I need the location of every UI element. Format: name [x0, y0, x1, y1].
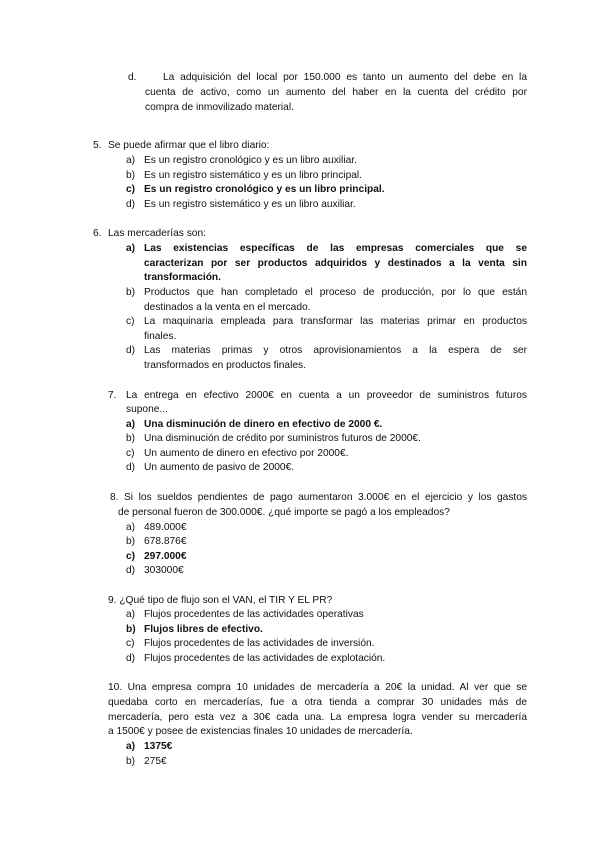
correct-answer-text: 297.000€	[144, 551, 187, 562]
option-text: Un aumento de pasivo de 2000€.	[144, 462, 295, 473]
question-text-line: quedaba corto en mercaderías, fue a otra tienda a comprar 30 unidades más de	[108, 697, 527, 708]
option-label: a)	[126, 155, 136, 166]
option-text: Flujos procedentes de las actividades de inversión.	[144, 638, 375, 649]
correct-answer-text: Flujos libres de efectivo.	[144, 624, 263, 635]
option-label: d.	[128, 72, 137, 83]
option-label: b)	[126, 287, 136, 298]
option-text-line: Productos que han completado el proceso de producción, por lo que están	[144, 287, 527, 298]
correct-answer-text: Es un registro cronológico y es un libro principal.	[144, 184, 385, 195]
option-text-line: La maquinaria empleada para transformar las materias primar en productos	[144, 316, 527, 327]
option-label: b)	[126, 624, 136, 635]
question-text-line: mercadería, pero esta vez a 30€ cada una. La empresa logra vender su mercadería	[108, 712, 527, 723]
option-text: 303000€	[144, 565, 184, 576]
option-text: 275€	[144, 756, 167, 767]
option-text-line: Las materias primas y otros aprovisionamientos a la espera de ser	[144, 345, 527, 356]
option-label: d)	[126, 565, 136, 576]
correct-answer-text: caracterizan por ser productos adquiridos y destinados a la venta sin	[144, 258, 527, 269]
question-number: 7.	[108, 390, 117, 401]
question-text: 9. ¿Qué tipo de flujo son el VAN, el TIR Y EL PR?	[108, 595, 333, 606]
option-text: Una disminución de crédito por suministros futuros de 2000€.	[144, 433, 421, 444]
option-text: Es un registro sistemático y es un libro principal.	[144, 170, 362, 181]
option-label: c)	[126, 184, 136, 195]
option-label: d)	[126, 345, 136, 356]
correct-answer-text: 1375€	[144, 741, 173, 752]
option-text-line: cuenta de activo, como un aumento del haber en la cuenta del crédito por	[145, 87, 527, 98]
option-label: d)	[126, 199, 136, 210]
option-text: Flujos procedentes de las actividades de explotación.	[144, 653, 386, 664]
option-text: Flujos procedentes de las actividades operativas	[144, 609, 364, 620]
question-text-line: de personal fueron de 300.000€. ¿qué importe se pagó a los empleados?	[118, 507, 450, 518]
question-text-line: 10. Una empresa compra 10 unidades de mercadería a 20€ la unidad. Al ver que se	[108, 682, 527, 693]
option-label: b)	[126, 756, 136, 767]
option-text-line: La adquisición del local por 150.000 es tanto un aumento del debe en la	[163, 72, 527, 83]
option-text: Es un registro sistemático y es un libro auxiliar.	[144, 199, 356, 210]
option-label: c)	[126, 638, 135, 649]
option-label: a)	[126, 609, 136, 620]
option-label: b)	[126, 170, 136, 181]
option-text: Es un registro cronológico y es un libro auxiliar.	[144, 155, 357, 166]
question-number: 5.	[93, 140, 102, 151]
question-text-line: a 1500€ y posee de existencias finales 10 unidades de mercadería.	[108, 726, 413, 737]
option-label: a)	[126, 243, 136, 254]
option-text: 489.000€	[144, 522, 187, 533]
option-text-line: destinados a la venta en el mercado.	[144, 302, 311, 313]
question-text-line: La entrega en efectivo 2000€ en cuenta a un proveedor de suministros futuros	[126, 390, 527, 401]
option-label: c)	[126, 551, 136, 562]
question-text-line: supone...	[126, 404, 168, 415]
correct-answer-text: Las existencias específicas de las empresas comerciales que se	[144, 243, 527, 254]
option-text-line: compra de inmovilizado material.	[145, 102, 294, 113]
option-text-line: transformados en productos finales.	[144, 360, 306, 371]
option-label: a)	[126, 522, 136, 533]
question-text: Se puede afirmar que el libro diario:	[108, 140, 270, 151]
option-label: c)	[126, 316, 135, 327]
option-label: a)	[126, 419, 136, 430]
option-label: c)	[126, 448, 135, 459]
option-label: d)	[126, 462, 136, 473]
option-label: a)	[126, 741, 136, 752]
correct-answer-text: transformación.	[144, 272, 221, 283]
option-label: b)	[126, 536, 136, 547]
question-text: Las mercaderías son:	[108, 228, 206, 239]
option-text: Un aumento de dinero en efectivo por 2000€.	[144, 448, 349, 459]
question-text-line: 8. Si los sueldos pendientes de pago aumentaron 3.000€ en el ejercicio y los gastos	[110, 492, 527, 503]
question-number: 6.	[93, 228, 102, 239]
option-label: b)	[126, 433, 136, 444]
option-label: d)	[126, 653, 136, 664]
correct-answer-text: Una disminución de dinero en efectivo de 2000 €.	[144, 419, 383, 430]
option-text-line: finales.	[144, 331, 177, 342]
option-text: 678.876€	[144, 536, 187, 547]
